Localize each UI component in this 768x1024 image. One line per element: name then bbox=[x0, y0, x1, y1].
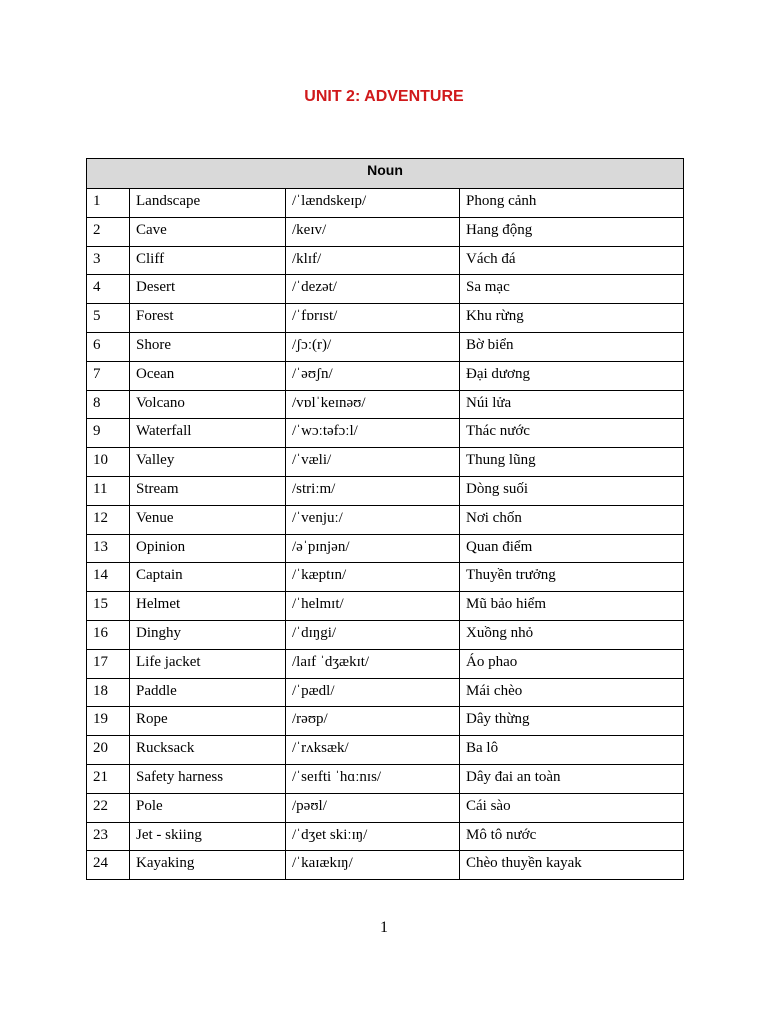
vocab-pronunciation: /ˈvenjuː/ bbox=[286, 505, 460, 534]
vocab-pronunciation: /ˈrʌksæk/ bbox=[286, 736, 460, 765]
table-row bbox=[87, 592, 684, 621]
row-number: 15 bbox=[87, 592, 130, 621]
vocab-word: Rucksack bbox=[130, 736, 286, 765]
vocab-meaning: Khu rừng bbox=[460, 304, 684, 333]
table-row bbox=[87, 563, 684, 592]
row-number: 22 bbox=[87, 793, 130, 822]
vocab-meaning: Vách đá bbox=[460, 246, 684, 275]
vocab-word: Safety harness bbox=[130, 764, 286, 793]
table-row bbox=[87, 505, 684, 534]
row-number: 11 bbox=[87, 476, 130, 505]
vocab-pronunciation: /ˈdʒet skiːɪŋ/ bbox=[286, 822, 460, 851]
row-number: 23 bbox=[87, 822, 130, 851]
vocab-pronunciation: /pəʊl/ bbox=[286, 793, 460, 822]
vocab-meaning: Ba lô bbox=[460, 736, 684, 765]
vocab-pronunciation: /ʃɔː(r)/ bbox=[286, 332, 460, 361]
vocab-word: Jet - skiing bbox=[130, 822, 286, 851]
vocab-word: Captain bbox=[130, 563, 286, 592]
row-number: 16 bbox=[87, 620, 130, 649]
vocab-word: Pole bbox=[130, 793, 286, 822]
table-row bbox=[87, 246, 684, 275]
vocab-pronunciation: /əˈpɪnjən/ bbox=[286, 534, 460, 563]
table-row bbox=[87, 793, 684, 822]
vocab-pronunciation: /ˈəʊʃn/ bbox=[286, 361, 460, 390]
table-row bbox=[87, 448, 684, 477]
vocab-pronunciation: /keɪv/ bbox=[286, 217, 460, 246]
row-number: 9 bbox=[87, 419, 130, 448]
row-number: 6 bbox=[87, 332, 130, 361]
table-row bbox=[87, 275, 684, 304]
row-number: 3 bbox=[87, 246, 130, 275]
row-number: 14 bbox=[87, 563, 130, 592]
vocab-meaning: Sa mạc bbox=[460, 275, 684, 304]
table-row bbox=[87, 649, 684, 678]
vocab-meaning: Mái chèo bbox=[460, 678, 684, 707]
table-header-row bbox=[87, 159, 684, 189]
row-number: 13 bbox=[87, 534, 130, 563]
vocab-pronunciation: /ˈseɪfti ˈhɑːnɪs/ bbox=[286, 764, 460, 793]
row-number: 20 bbox=[87, 736, 130, 765]
vocab-meaning: Mũ bảo hiểm bbox=[460, 592, 684, 621]
vocab-meaning: Đại dương bbox=[460, 361, 684, 390]
section-header-noun: Noun bbox=[87, 159, 684, 189]
vocab-meaning: Áo phao bbox=[460, 649, 684, 678]
vocab-meaning: Quan điểm bbox=[460, 534, 684, 563]
vocab-word: Paddle bbox=[130, 678, 286, 707]
vocab-pronunciation: /ˈfɒrɪst/ bbox=[286, 304, 460, 333]
vocab-pronunciation: /ˈkaɪækɪŋ/ bbox=[286, 851, 460, 880]
vocab-meaning: Núi lửa bbox=[460, 390, 684, 419]
vocab-meaning: Cái sào bbox=[460, 793, 684, 822]
row-number: 7 bbox=[87, 361, 130, 390]
vocab-meaning: Phong cảnh bbox=[460, 189, 684, 218]
vocab-word: Opinion bbox=[130, 534, 286, 563]
vocab-meaning: Dây đai an toàn bbox=[460, 764, 684, 793]
vocab-pronunciation: /laɪf ˈdʒækɪt/ bbox=[286, 649, 460, 678]
vocab-meaning: Nơi chốn bbox=[460, 505, 684, 534]
table-row bbox=[87, 764, 684, 793]
row-number: 10 bbox=[87, 448, 130, 477]
page-number: 1 bbox=[380, 919, 388, 936]
row-number: 24 bbox=[87, 851, 130, 880]
vocab-word: Life jacket bbox=[130, 649, 286, 678]
vocab-word: Desert bbox=[130, 275, 286, 304]
row-number: 4 bbox=[87, 275, 130, 304]
table-row bbox=[87, 678, 684, 707]
vocab-word: Volcano bbox=[130, 390, 286, 419]
table-row bbox=[87, 390, 684, 419]
vocab-pronunciation: /ˈdɪŋgi/ bbox=[286, 620, 460, 649]
vocab-word: Venue bbox=[130, 505, 286, 534]
vocab-word: Rope bbox=[130, 707, 286, 736]
vocabulary-table bbox=[86, 158, 684, 880]
table-row bbox=[87, 217, 684, 246]
vocab-pronunciation: /striːm/ bbox=[286, 476, 460, 505]
vocab-pronunciation: /vɒlˈkeɪnəʊ/ bbox=[286, 390, 460, 419]
vocab-pronunciation: /ˈvæli/ bbox=[286, 448, 460, 477]
vocab-pronunciation: /ˈdezət/ bbox=[286, 275, 460, 304]
vocab-meaning: Dòng suối bbox=[460, 476, 684, 505]
vocab-word: Kayaking bbox=[130, 851, 286, 880]
document-title: UNIT 2: ADVENTURE bbox=[304, 88, 464, 105]
vocab-word: Landscape bbox=[130, 189, 286, 218]
vocab-word: Cave bbox=[130, 217, 286, 246]
row-number: 21 bbox=[87, 764, 130, 793]
vocab-meaning: Thuyền trưởng bbox=[460, 563, 684, 592]
row-number: 19 bbox=[87, 707, 130, 736]
vocab-meaning: Mô tô nước bbox=[460, 822, 684, 851]
row-number: 17 bbox=[87, 649, 130, 678]
vocab-meaning: Xuồng nhỏ bbox=[460, 620, 684, 649]
vocab-pronunciation: /rəʊp/ bbox=[286, 707, 460, 736]
vocab-word: Dinghy bbox=[130, 620, 286, 649]
table-row bbox=[87, 332, 684, 361]
table-row bbox=[87, 476, 684, 505]
vocab-meaning: Chèo thuyền kayak bbox=[460, 851, 684, 880]
row-number: 12 bbox=[87, 505, 130, 534]
vocab-pronunciation: /ˈpædl/ bbox=[286, 678, 460, 707]
row-number: 2 bbox=[87, 217, 130, 246]
vocabulary-table-body bbox=[87, 189, 684, 880]
vocab-pronunciation: /ˈhelmɪt/ bbox=[286, 592, 460, 621]
vocab-word: Ocean bbox=[130, 361, 286, 390]
vocab-pronunciation: /klɪf/ bbox=[286, 246, 460, 275]
table-row bbox=[87, 736, 684, 765]
vocab-word: Waterfall bbox=[130, 419, 286, 448]
vocab-meaning: Bờ biển bbox=[460, 332, 684, 361]
vocab-word: Stream bbox=[130, 476, 286, 505]
table-row bbox=[87, 419, 684, 448]
table-row bbox=[87, 189, 684, 218]
vocab-word: Cliff bbox=[130, 246, 286, 275]
row-number: 8 bbox=[87, 390, 130, 419]
table-row bbox=[87, 851, 684, 880]
table-row bbox=[87, 707, 684, 736]
vocab-meaning: Thác nước bbox=[460, 419, 684, 448]
table-row bbox=[87, 822, 684, 851]
vocab-word: Valley bbox=[130, 448, 286, 477]
vocab-meaning: Hang động bbox=[460, 217, 684, 246]
vocab-word: Helmet bbox=[130, 592, 286, 621]
vocab-meaning: Dây thừng bbox=[460, 707, 684, 736]
table-row bbox=[87, 534, 684, 563]
vocab-pronunciation: /ˈlændskeɪp/ bbox=[286, 189, 460, 218]
table-row bbox=[87, 620, 684, 649]
vocab-word: Forest bbox=[130, 304, 286, 333]
table-row bbox=[87, 361, 684, 390]
row-number: 1 bbox=[87, 189, 130, 218]
row-number: 5 bbox=[87, 304, 130, 333]
vocab-pronunciation: /ˈwɔːtəfɔːl/ bbox=[286, 419, 460, 448]
table-row bbox=[87, 304, 684, 333]
vocab-meaning: Thung lũng bbox=[460, 448, 684, 477]
vocab-pronunciation: /ˈkæptɪn/ bbox=[286, 563, 460, 592]
row-number: 18 bbox=[87, 678, 130, 707]
vocab-word: Shore bbox=[130, 332, 286, 361]
